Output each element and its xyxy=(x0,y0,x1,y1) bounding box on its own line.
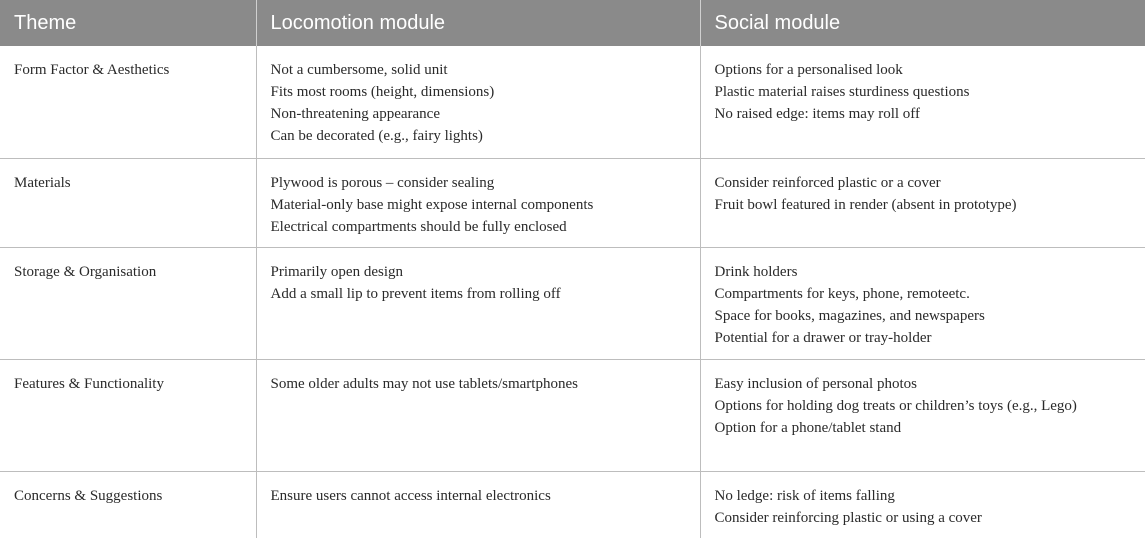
table-body xyxy=(0,46,1145,538)
cell-line: Some older adults may not use tablets/smartphones xyxy=(270,375,578,392)
cell-line: Fruit bowl featured in render (absent in prototype) xyxy=(714,196,1017,213)
theme-cell: Materials xyxy=(0,158,256,247)
cell-line: Options for a personalised look xyxy=(714,62,903,78)
cell-line: Consider reinforcing plastic or using a cover xyxy=(714,509,982,526)
cell-line: No raised edge: items may roll off xyxy=(714,106,921,122)
cell-line: Fits most rooms (height, dimensions) xyxy=(270,84,495,100)
header-theme: Theme xyxy=(0,0,256,46)
table-row xyxy=(0,471,1145,538)
table-row xyxy=(0,247,1145,359)
cell-line: Easy inclusion of personal photos xyxy=(714,375,917,392)
social-cell xyxy=(700,247,1145,359)
cell-line: Primarily open design xyxy=(270,263,403,280)
header-locomotion-module: Locomotion module xyxy=(256,0,700,46)
locomotion-cell xyxy=(256,158,700,247)
cell-line: Plywood is porous – consider sealing xyxy=(270,174,495,191)
cell-line: Options for holding dog treats or children’s toys (e.g., Lego) xyxy=(714,397,1077,414)
theme-cell: Features & Functionality xyxy=(0,359,256,471)
theme-cell: Concerns & Suggestions xyxy=(0,471,256,538)
cell-line: Space for books, magazines, and newspapers xyxy=(714,307,985,324)
cell-line: Drink holders xyxy=(714,263,798,280)
table-row xyxy=(0,359,1145,471)
locomotion-cell xyxy=(256,247,700,359)
cell-line: Option for a phone/tablet stand xyxy=(714,419,902,436)
locomotion-cell xyxy=(256,359,700,471)
social-cell xyxy=(700,471,1145,538)
cell-line: Compartments for keys, phone, remoteetc. xyxy=(714,285,970,302)
locomotion-cell xyxy=(256,46,700,158)
cell-line: Non-threatening appearance xyxy=(270,106,440,122)
table-header xyxy=(0,0,1145,46)
header-row xyxy=(0,0,1145,46)
cell-line: Add a small lip to prevent items from rolling off xyxy=(270,285,561,302)
cell-line: Consider reinforced plastic or a cover xyxy=(714,174,941,191)
theme-cell: Form Factor & Aesthetics xyxy=(0,46,256,158)
table-row xyxy=(0,158,1145,247)
social-cell xyxy=(700,359,1145,471)
cell-line: Ensure users cannot access internal electronics xyxy=(270,487,551,504)
cell-line: Material-only base might expose internal components xyxy=(270,196,594,213)
cell-line: Electrical compartments should be fully enclosed xyxy=(270,218,567,235)
cell-line: No ledge: risk of items falling xyxy=(714,487,895,504)
cell-line: Can be decorated (e.g., fairy lights) xyxy=(270,128,483,144)
social-cell xyxy=(700,158,1145,247)
locomotion-cell xyxy=(256,471,700,538)
cell-line: Not a cumbersome, solid unit xyxy=(270,62,448,78)
cell-line: Potential for a drawer or tray-holder xyxy=(714,329,932,346)
social-cell xyxy=(700,46,1145,158)
header-social-module: Social module xyxy=(700,0,1145,46)
table-row xyxy=(0,46,1145,158)
theme-cell: Storage & Organisation xyxy=(0,247,256,359)
cell-line: Plastic material raises sturdiness questions xyxy=(714,84,970,100)
